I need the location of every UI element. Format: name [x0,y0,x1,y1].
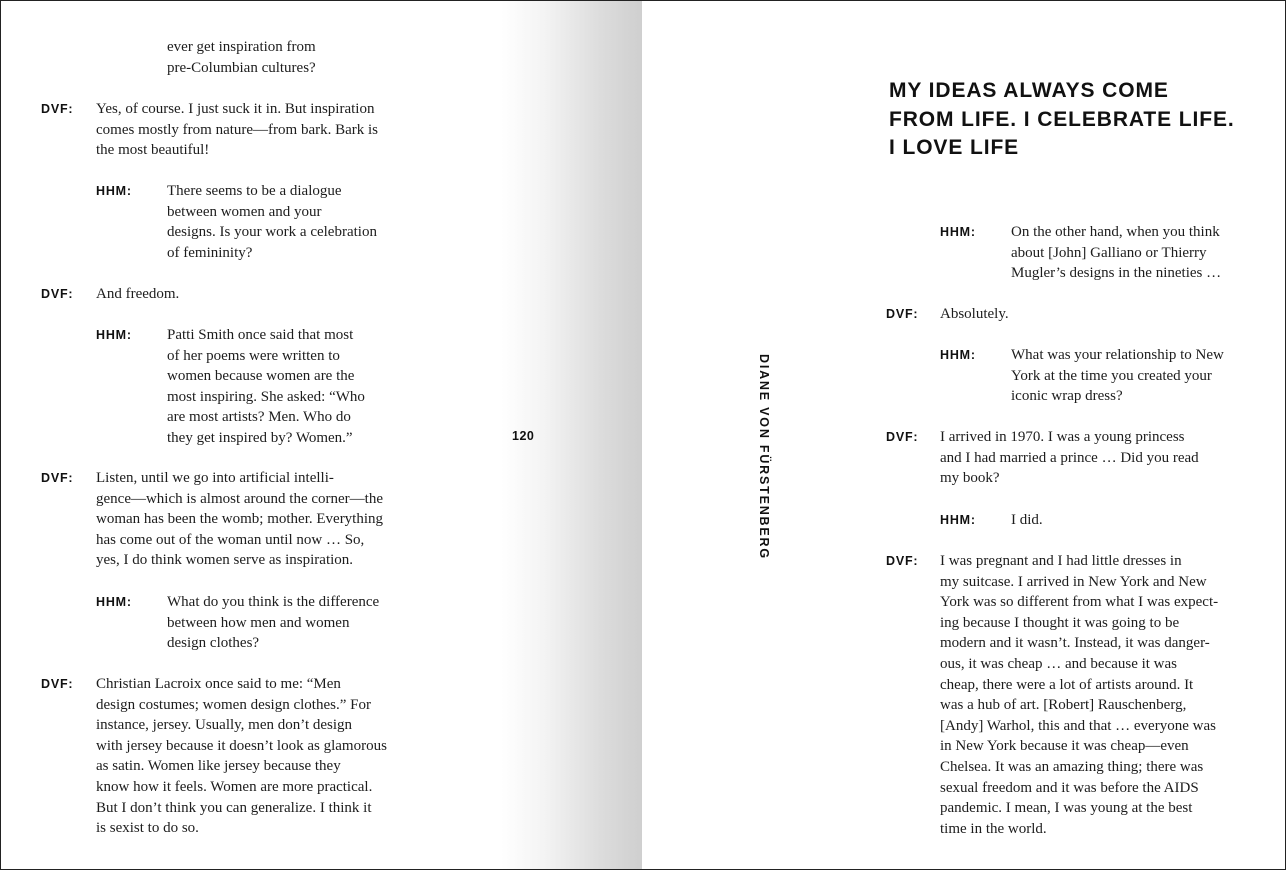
speaker-label: HHM: [96,184,132,198]
text-line: sexual freedom and it was before the AIDS [940,779,1199,796]
speaker-label: DVF: [41,677,74,691]
text-line: most inspiring. She asked: “Who [167,388,365,405]
text-line: Listen, until we go into artificial intelli- [96,470,334,486]
interview-paragraph [96,674,387,839]
text-line: woman has been the womb; mother. Everything [96,511,384,528]
text-line: comes mostly from nature—from bark. Bark is [96,121,379,138]
speaker-label: HHM: [940,513,976,527]
text-line: On the other hand, when you think [1011,224,1220,240]
speaker-label: DVF: [886,307,919,321]
speaker-label: DVF: [41,471,74,485]
text-line: Mugler’s designs in the nineties … [1011,265,1222,282]
text-line: instance, jersey. Usually, men don’t design [96,717,353,734]
running-head: DIANE VON FÜRSTENBERG [757,354,771,560]
text-line: time in the world. [940,820,1047,837]
page-number: 120 [512,429,535,443]
interview-paragraph [167,325,365,449]
text-line: between how men and women [167,614,350,631]
text-line: There seems to be a dialogue [167,183,342,199]
text-line: with jersey because it doesn’t look as glamorous [96,737,387,754]
pull-quote-line: MY IDEAS ALWAYS COME [889,79,1169,102]
text-line: the most beautiful! [96,142,210,159]
text-line: I did. [1011,512,1043,528]
text-line: is sexist to do so. [96,820,199,837]
text-line: pre-Columbian cultures? [167,59,316,76]
text-line: designs. Is your work a celebration [167,224,377,241]
text-line: pandemic. I mean, I was young at the best [940,800,1193,817]
text-line: Absolutely. [940,306,1009,322]
interview-paragraph [940,551,1218,839]
text-line: has come out of the woman until now … So, [96,531,365,548]
text-line: women because women are the [167,368,355,385]
pull-quote [889,77,1235,163]
text-line: ing because I thought it was going to be [940,614,1180,631]
speaker-label: DVF: [41,102,74,116]
text-line: design clothes? [167,635,260,652]
text-line: gence—which is almost around the corner—the [96,490,383,507]
text-line: I arrived in 1970. I was a young princess [940,429,1185,445]
speaker-label: HHM: [96,328,132,342]
text-line: What do you think is the difference [167,594,380,610]
interview-paragraph [1011,510,1043,531]
text-line: ous, it was cheap … and because it was [940,655,1178,672]
speaker-label: HHM: [940,225,976,239]
text-line: know how it feels. Women are more practical. [96,778,373,795]
interview-paragraph [167,37,316,78]
text-line: Yes, of course. I just suck it in. But inspiration [96,101,375,117]
text-line: York was so different from what I was expect- [940,594,1219,611]
text-line: I was pregnant and I had little dresses in [940,553,1182,569]
speaker-label: DVF: [41,287,74,301]
text-line: ever get inspiration from [167,39,316,55]
interview-paragraph [96,284,179,305]
speaker-label: DVF: [886,554,919,568]
text-line: Chelsea. It was an amazing thing; there was [940,758,1204,775]
interview-paragraph [96,99,378,161]
text-line: and I had married a prince … Did you read [940,449,1199,466]
interview-paragraph [940,304,1009,325]
text-line: iconic wrap dress? [1011,388,1123,405]
interview-paragraph [940,427,1199,489]
text-line: about [John] Galliano or Thierry [1011,244,1207,261]
right-page [642,1,1285,869]
speaker-label: HHM: [96,595,132,609]
text-line: between women and your [167,203,322,220]
interview-paragraph [96,468,383,571]
left-page [1,1,642,869]
interview-paragraph [167,592,379,654]
interview-paragraph [1011,222,1221,284]
text-line: my book? [940,470,1000,487]
text-line: my suitcase. I arrived in New York and New [940,573,1207,590]
pull-quote-line: FROM LIFE. I CELEBRATE LIFE. [889,107,1235,131]
speaker-label: HHM: [940,348,976,362]
text-line: Christian Lacroix once said to me: “Men [96,676,341,692]
text-line: was a hub of art. [Robert] Rauschenberg, [940,697,1187,714]
text-line: Patti Smith once said that most [167,327,354,343]
text-line: of her poems were written to [167,347,340,364]
speaker-label: DVF: [886,430,919,444]
interview-paragraph [1011,345,1224,407]
text-line: cheap, there were a lot of artists around. It [940,676,1194,693]
text-line: as satin. Women like jersey because they [96,758,341,775]
pull-quote-line: I LOVE LIFE [889,136,1020,159]
text-line: But I don’t think you can generalize. I think it [96,799,372,816]
text-line: [Andy] Warhol, this and that … everyone was [940,717,1216,734]
interview-paragraph [167,181,377,263]
text-line: modern and it wasn’t. Instead, it was danger- [940,635,1210,652]
text-line: of femininity? [167,244,253,261]
text-line: in New York because it was cheap—even [940,738,1189,755]
text-line: What was your relationship to New [1011,347,1224,363]
text-line: yes, I do think women serve as inspiration. [96,552,354,569]
text-line: are most artists? Men. Who do [167,409,351,426]
text-line: design costumes; women design clothes.” For [96,696,371,713]
text-line: they get inspired by? Women.” [167,429,353,446]
text-line: York at the time you created your [1011,367,1212,384]
text-line: And freedom. [96,286,180,302]
